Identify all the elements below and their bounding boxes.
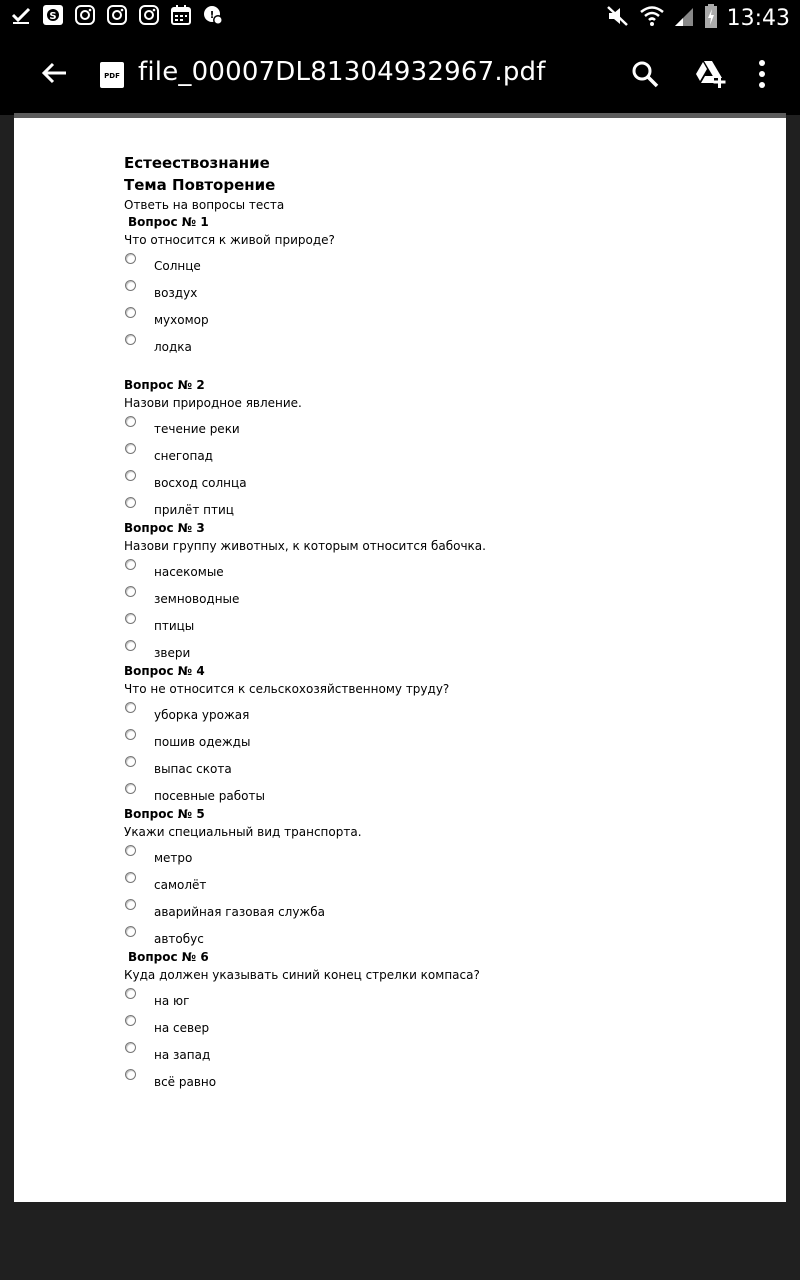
question-block (124, 949, 486, 1092)
radio-button-icon[interactable] (125, 416, 136, 427)
document-title: Естееcтвознание (124, 154, 270, 172)
question-block (124, 214, 486, 377)
questions-list (124, 214, 486, 1092)
radio-button-icon[interactable] (125, 253, 136, 264)
svg-text:S: S (49, 11, 57, 22)
calendar-icon (170, 4, 192, 26)
question-heading: Вопрос № 3 (124, 521, 205, 535)
answer-option[interactable] (124, 636, 486, 663)
answer-option[interactable] (124, 752, 486, 779)
radio-button-icon[interactable] (125, 729, 136, 740)
question-text: Укажи специальный вид транспорта. (124, 825, 362, 839)
answer-option[interactable] (124, 922, 486, 949)
answer-label: земноводные (154, 592, 240, 606)
answer-option[interactable] (124, 493, 486, 520)
radio-button-icon[interactable] (125, 926, 136, 937)
radio-button-icon[interactable] (125, 307, 136, 318)
radio-button-icon[interactable] (125, 470, 136, 481)
answer-option[interactable] (124, 582, 486, 609)
question-heading: Вопрос № 2 (124, 378, 205, 392)
answer-option[interactable] (124, 1065, 486, 1092)
answer-label: птицы (154, 619, 195, 633)
radio-button-icon[interactable] (125, 1042, 136, 1053)
answer-option[interactable] (124, 609, 486, 636)
answer-option[interactable] (124, 555, 486, 582)
answer-label: лодка (154, 340, 192, 354)
radio-button-icon[interactable] (125, 702, 136, 713)
radio-button-icon[interactable] (125, 1015, 136, 1026)
answer-label: течение реки (154, 422, 240, 436)
radio-button-icon[interactable] (125, 899, 136, 910)
answer-label: воздух (154, 286, 198, 300)
answer-option[interactable] (124, 725, 486, 752)
radio-button-icon[interactable] (125, 1069, 136, 1080)
answer-label: восход солнца (154, 476, 247, 490)
notification-icon (202, 4, 224, 26)
app-bar (0, 33, 800, 115)
check-icon (10, 4, 32, 26)
answer-option[interactable] (124, 303, 486, 330)
answer-label: выпас скота (154, 762, 232, 776)
status-icons-right (605, 3, 790, 34)
add-to-drive-button[interactable] (694, 59, 724, 89)
radio-button-icon[interactable] (125, 559, 136, 570)
answer-option[interactable] (124, 895, 486, 922)
radio-button-icon[interactable] (125, 756, 136, 767)
answer-option[interactable] (124, 439, 486, 466)
answer-option[interactable] (124, 779, 486, 806)
drive-add-icon (694, 59, 726, 89)
status-bar (0, 0, 800, 33)
radio-button-icon[interactable] (125, 613, 136, 624)
answer-label: мухомор (154, 313, 209, 327)
answer-option[interactable] (124, 868, 486, 895)
answer-option[interactable] (124, 466, 486, 493)
more-vert-icon (752, 57, 772, 91)
question-block (124, 377, 486, 520)
radio-button-icon[interactable] (125, 988, 136, 999)
answer-label: звери (154, 646, 191, 660)
answer-option[interactable] (124, 412, 486, 439)
search-icon (630, 59, 660, 89)
question-text: Что относится к живой природе? (124, 233, 335, 247)
answer-label: прилёт птиц (154, 503, 234, 517)
answer-label: уборка урожая (154, 708, 250, 722)
answer-label: пошив одежды (154, 735, 251, 749)
answer-label: посевные работы (154, 789, 265, 803)
answer-option[interactable] (124, 841, 486, 868)
status-icons-left (10, 4, 224, 26)
answer-option[interactable] (124, 698, 486, 725)
radio-button-icon[interactable] (125, 640, 136, 651)
question-block (124, 520, 486, 663)
search-button[interactable] (630, 59, 660, 89)
question-heading: Вопрос № 5 (124, 807, 205, 821)
question-text: Что не относится к сельскохозяйственному труду? (124, 682, 450, 696)
back-arrow-icon (40, 59, 68, 87)
question-heading: Вопрос № 6 (128, 950, 209, 964)
document-content (124, 152, 486, 1092)
answer-label: всё равно (154, 1075, 217, 1089)
radio-button-icon[interactable] (125, 783, 136, 794)
question-text: Куда должен указывать синий конец стрелки компаса? (124, 968, 480, 982)
radio-button-icon[interactable] (125, 280, 136, 291)
question-spacer (124, 357, 486, 377)
status-time: 13:43 (726, 6, 790, 31)
answer-option[interactable] (124, 276, 486, 303)
answer-label: самолёт (154, 878, 207, 892)
answer-label: на юг (154, 994, 190, 1008)
question-block (124, 806, 486, 949)
file-name-title: file_00007DL81304932967.pdf (138, 57, 546, 87)
answer-label: на запад (154, 1048, 211, 1062)
answer-label: метро (154, 851, 193, 865)
back-button[interactable] (36, 55, 72, 91)
answer-option[interactable] (124, 984, 486, 1011)
svg-text:!: ! (209, 10, 215, 21)
question-text: Назови группу животных, к которым относится бабочка. (124, 539, 486, 553)
answer-label: на север (154, 1021, 210, 1035)
document-instruction: Ответь на вопросы теста (124, 198, 285, 212)
pdf-file-icon: PDF (100, 62, 124, 88)
sim-s-icon (42, 4, 64, 26)
answer-label: снегопад (154, 449, 213, 463)
radio-button-icon[interactable] (125, 872, 136, 883)
answer-option[interactable] (124, 1011, 486, 1038)
answer-option[interactable] (124, 1038, 486, 1065)
question-text: Назови природное явление. (124, 396, 302, 410)
pdf-page[interactable] (14, 118, 786, 1202)
radio-button-icon[interactable] (125, 334, 136, 345)
more-options-button[interactable] (752, 57, 772, 91)
radio-button-icon[interactable] (125, 845, 136, 856)
radio-button-icon[interactable] (125, 586, 136, 597)
radio-button-icon[interactable] (125, 497, 136, 508)
answer-option[interactable] (124, 330, 486, 357)
answer-option[interactable] (124, 249, 486, 276)
answer-label: насекомые (154, 565, 224, 579)
mute-icon (605, 4, 631, 33)
question-heading: Вопрос № 4 (124, 664, 205, 678)
instagram-icon (74, 4, 96, 26)
signal-icon (673, 4, 695, 33)
instagram-icon (106, 4, 128, 26)
question-block (124, 663, 486, 806)
wifi-icon (639, 4, 665, 33)
document-topic: Тема Повторение (124, 176, 276, 194)
radio-button-icon[interactable] (125, 443, 136, 454)
answer-label: автобус (154, 932, 204, 946)
answer-label: аварийная газовая служба (154, 905, 325, 919)
question-heading: Вопрос № 1 (128, 215, 209, 229)
instagram-icon (138, 4, 160, 26)
battery-icon (703, 3, 719, 34)
answer-label: Солнце (154, 259, 201, 273)
